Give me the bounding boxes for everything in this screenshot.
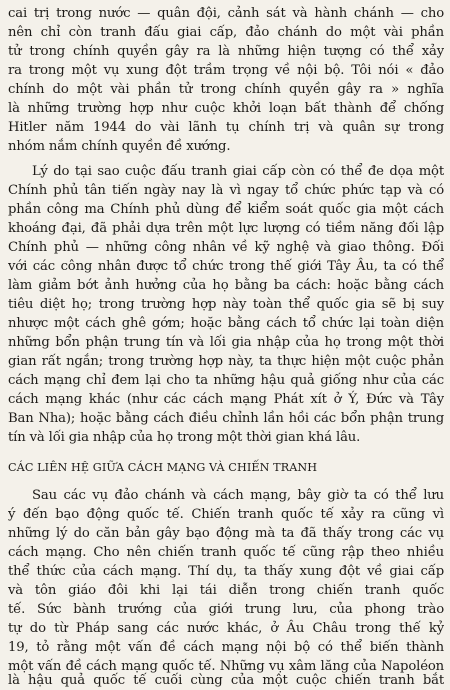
text-line: Chính phủ — những công nhân về kỹ nghệ và giao thông. Đối [8, 240, 444, 255]
text-line: thể thức của cách mạng. Thí dụ, ta thấy xung đột về giai cấp [8, 564, 444, 579]
text-line: Lý do tại sao cuộc đấu tranh giai cấp còn có thể đe dọa một [32, 164, 444, 179]
text-line: cai trị trong nước — quân đội, cảnh sát và hành chánh — cho [8, 6, 444, 21]
text-line: phần công ma Chính phủ dùng để kiểm soát quốc gia một cách [8, 202, 444, 217]
text-line: tự do từ Pháp sang các nước khác, ở Âu Châu trong thế kỷ [8, 621, 444, 636]
text-line: ra trong một vụ xung đột trầm trọng về nội bộ. Tôi nói « đảo [8, 63, 444, 78]
text-line: Sau các vụ đảo chánh và cách mạng, bây giờ ta có thể lưu [32, 488, 444, 503]
text-line: một vấn đề cách mạng quốc tế. Những vụ xâm lăng của Napoléon [8, 659, 444, 674]
text-line: cách mạng. Cho nên chiến tranh quốc tế cũng rập theo nhiều [8, 545, 444, 560]
text-line: Chính phủ tân tiến ngày nay là vì ngay tổ chức phức tạp và có [8, 183, 444, 198]
text-line: Ban Nha); hoặc bằng cách điều chỉnh lần hồi các bổn phận trung [8, 411, 444, 426]
text-line: gian rất ngắn; trong trường hợp này, ta thực hiện một cuộc phản [8, 354, 444, 369]
text-line: những lý do căn bản gây bạo động mà ta đã thấy trong các vụ [8, 526, 444, 541]
text-line: chính do một vài phần tử trong chính quyền gây ra » nghĩa [8, 82, 444, 97]
text-line: tín và lối gia nhập của họ trong một thời gian khá lâu. [8, 430, 361, 445]
text-line: ý đến bạo động quốc tế. Chiến tranh quốc tế xảy ra cũng vì [8, 507, 444, 522]
text-line: 19, tỏ rằng một vấn đề cách mạng nội bộ có thể biến thành [8, 640, 444, 655]
text-line: tế. Sức bành trướng của giới trung lưu, của phong trào [8, 602, 444, 617]
text-line: Hitler năm 1944 do vài lãnh tụ chính trị và quân sự trong [8, 120, 444, 135]
text-line: tiêu diệt họ; trong trường hợp này toàn thể quốc gia sẽ bị suy [8, 297, 444, 312]
text-line: khoáng đại, đã phải dựa trên một lực lượng có tiềm năng đối lập [8, 221, 444, 236]
text-line: những bổn phận trung tín và lối gia nhập của họ trong một thời [8, 335, 444, 350]
text-line: nên chỉ còn tranh đấu giai cấp, đảo chánh do một vài phần [8, 25, 444, 40]
text-line: là những trường hợp như cuộc khởi loạn bất thành để chống [8, 101, 444, 116]
text-line: nhóm nắm chính quyền đề xướng. [8, 139, 231, 154]
text-line: cách mạng khác (như các cách mạng Phát xít ở Ý, Đức và Tây [8, 392, 444, 407]
section-heading: CÁC LIÊN HỆ GIỮA CÁCH MẠNG VÀ CHIẾN TRANH [8, 461, 318, 474]
text-line: làm giảm bớt ảnh hưởng của họ bằng ba cách: hoặc bằng cách [8, 278, 444, 293]
text-line: tử trong chính quyền gây ra là những hiện tượng có thể xảy [8, 44, 444, 59]
text-line: nhược một cách ghê gớm; hoặc bằng cách tổ chức lại toàn diện [8, 316, 444, 331]
text-line: và tôn giáo đôi khi lại tái diễn trong chiến tranh quốc [8, 583, 444, 598]
text-line: với các công nhân được tổ chức trong thế giới Tây Âu, ta có thể [8, 259, 444, 274]
text-line: là hậu quả quốc tế cuối cùng của một cuộc chiến tranh bắt [8, 673, 444, 688]
text-line: cách mạng chỉ đem lại cho ta những hậu quả giống như của các [8, 373, 444, 388]
